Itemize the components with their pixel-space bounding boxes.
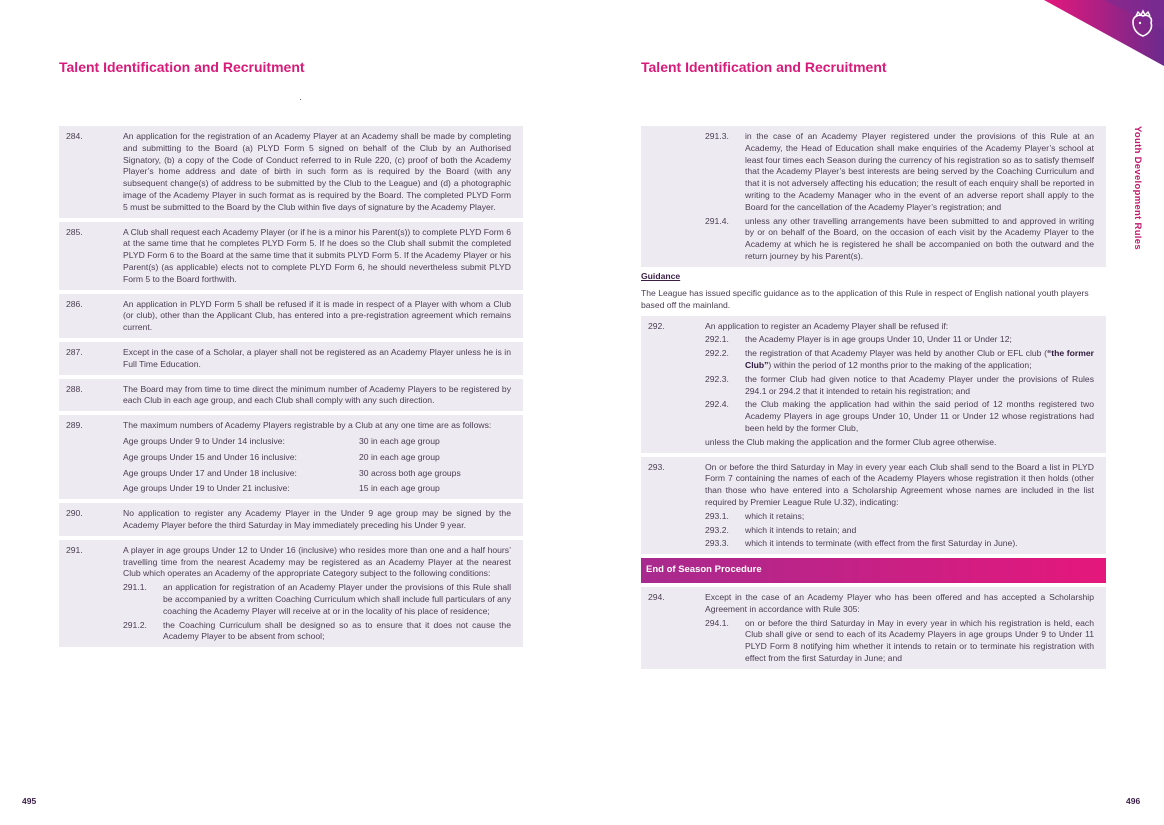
- rule-closing-text: unless the Club making the application and the former Club agree otherwise.: [705, 436, 997, 447]
- rule-text: Except in the case of an Academy Player who has been offered and has accepted a Scholarship Agreement in accordance with Rule 305:: [705, 591, 1094, 614]
- sub-rule-number: 291.1.: [123, 582, 147, 593]
- age-limit: 15 in each age group: [359, 483, 440, 494]
- rule-number: 285.: [66, 226, 83, 237]
- left-column: [59, 126, 523, 651]
- sub-rule: [705, 374, 1094, 398]
- rule-body: [705, 131, 1094, 263]
- rule-287: [59, 342, 523, 375]
- sub-rule-text: which it intends to terminate (with effect from the first Saturday in June).: [745, 538, 1018, 549]
- sub-rule-number: 291.4.: [705, 215, 729, 226]
- sub-rule-text: the Academy Player is in age groups Under 10, Under 11 or Under 12;: [745, 334, 1012, 345]
- sub-rule: [705, 131, 1094, 214]
- sub-rule-number: 291.2.: [123, 619, 147, 630]
- sub-rule: [123, 620, 511, 644]
- rule-number-empty: [648, 131, 705, 263]
- rule-body: [123, 545, 511, 643]
- sub-rule-text: the former Club had given notice to that Academy Player under the provisions of Rules 294.1 or 294.2 that it intended to retain his registration; and: [745, 373, 1094, 396]
- rule-text: A player in age groups Under 12 to Under 16 (inclusive) who resides more than one and a half hours’ travelling time from the nearest Academy may be registered as an Academy Player at the nearest Club which operates an Academy of the appropriate Category subject to the following conditions:: [123, 544, 511, 579]
- rule-number: 293.: [648, 461, 665, 472]
- age-limit-row: [123, 483, 511, 495]
- right-column: [641, 126, 1106, 673]
- age-limit: 30 in each age group: [359, 435, 440, 446]
- rule-body: [705, 592, 1094, 665]
- rule-number: 291.: [66, 544, 83, 555]
- sub-rule-number: 292.4.: [705, 399, 729, 410]
- sub-rule: [705, 348, 1094, 372]
- rule-288: [59, 379, 523, 412]
- rule-text: No application to register any Academy Player in the Under 9 age group may be signed by the Academy Player before the third Saturday in May immediately preceding his Under 9 year.: [123, 508, 511, 530]
- sub-rule: [705, 511, 1094, 523]
- sub-rule-text: the Club making the application had within the said period of 12 months registered two Academy Players in age groups Under 10, Under 11 or Under 12 whose registrations had been held by the former Club,: [745, 399, 1094, 433]
- sub-rule: [705, 399, 1094, 434]
- rule-text: The Board may from time to time direct the minimum number of Academy Players to be registered by each Club in each age group, and each Club shall comply with any such direction.: [123, 383, 511, 406]
- stray-dot: [300, 99, 301, 100]
- rule-body: [123, 420, 511, 495]
- rule-text: A Club shall request each Academy Player (or if he is a minor his Parent(s)) to complete PLYD Form 6 at the same time that he completes PLYD Form 5. If he does so the Club shall submit the completed PLYD Form 6 to the Board at the same time that it submits PLYD Form 5. If the Academy Player or his Parent(s) (as applicable) elects not to complete PLYD Form 6, he should nevertheless submit PLYD Form 5 to the Board forthwith.: [123, 226, 511, 284]
- age-group: Age groups Under 9 to Under 14 inclusive:: [123, 435, 285, 446]
- sub-rule-number: 292.3.: [705, 373, 729, 384]
- guidance-text: The League has issued specific guidance as to the application of this Rule in respect of English national youth players based off the mainland.: [641, 287, 1089, 311]
- age-limit-row: [123, 436, 511, 448]
- rule-number: 284.: [66, 131, 83, 141]
- page-number-left: 495: [22, 796, 37, 806]
- page-title-left: Talent Identification and Recruitment: [59, 59, 305, 75]
- sub-rule-text: an application for registration of an Academy Player under the provisions of this Rule shall be accompanied by a written Coaching Curriculum which shall include full particulars of any coaching the Academy Player will receive at or in the locality of his place of residence;: [163, 582, 511, 616]
- sub-rule: [705, 618, 1094, 665]
- sub-rule-number: 293.3.: [705, 538, 729, 549]
- side-tab-label: Youth Development Rules: [1132, 126, 1143, 250]
- sub-rule: [123, 582, 511, 617]
- sub-rule-text: which it intends to retain; and: [745, 524, 857, 535]
- sub-rule-text-post: ) within the period of 12 months prior to the making of the application;: [768, 359, 1032, 370]
- rule-number: 292.: [648, 320, 665, 331]
- sub-rule: [705, 538, 1094, 550]
- rule-text: On or before the third Saturday in May in every year each Club shall send to the Board a list in PLYD Form 7 containing the names of each of the Academy Players whose registration it then holds (other than those who have entered into a Scholarship Agreement whose names are included in the list required by Premier League Rule U.32), indicating:: [705, 461, 1094, 507]
- rule-294: [641, 587, 1106, 669]
- rule-285: [59, 222, 523, 290]
- sub-rule: [705, 334, 1094, 346]
- sub-rule: [705, 216, 1094, 263]
- rule-number: 288.: [66, 383, 83, 394]
- sub-rule-number: 292.2.: [705, 348, 729, 359]
- age-group: Age groups Under 19 to Under 21 inclusive:: [123, 483, 290, 494]
- sub-rule: [705, 525, 1094, 537]
- rule-293: [641, 457, 1106, 555]
- age-limit: 30 across both age groups: [359, 467, 461, 478]
- page-title-right: Talent Identification and Recruitment: [641, 59, 887, 75]
- rule-284: [59, 126, 523, 218]
- rule-number: 289.: [66, 420, 83, 431]
- rule-text: The maximum numbers of Academy Players registrable by a Club at any one time are as follows:: [123, 420, 492, 431]
- rule-292: [641, 316, 1106, 453]
- sub-rule-text: the Coaching Curriculum shall be designed so as to ensure that it does not cause the Academy Player to be absent from school;: [163, 619, 511, 642]
- rule-number: 286.: [66, 298, 83, 309]
- sub-rule-text: on or before the third Saturday in May in every year in which his registration is held, each Club shall give or send to each of its Academy Players in age groups Under 9 to Under 11 PLYD Form 8 notifying him whether it intends to retain or to terminate his registration with effect from the first Saturday in June; and: [745, 617, 1094, 663]
- rule-290: [59, 503, 523, 536]
- guidance-note: [641, 271, 1106, 312]
- sub-rule-text: in the case of an Academy Player registered under the provisions of this Rule at an Academy, the Head of Education shall make enquiries of the Academy Player’s school at least four times each Season during the currency of his registration so as to satisfy themself that the Academy Player’s best interests are being served by the Coaching Curriculum and that it is not adversely affecting his education; the result of each enquiry shall be reported in writing to the Academy Manager who in the event of an adverse report shall apply to the Board for the cancellation of the Academy Player’s registration; and: [745, 131, 1094, 212]
- rule-text: An application to register an Academy Player shall be refused if:: [705, 320, 949, 331]
- rule-text: An application for the registration of an Academy Player at an Academy shall be made by completing and submitting to the Board (a) PLYD Form 5 signed on behalf of the Club by an Authorised Signatory, (b) a copy of the Code of Conduct referred to in Rule 220, (c) proof of both the Academy Player’s home address and date of birth in such form as is required by the Board (with any subsequent change(s) of address to be submitted by the Club to the League) and (d) a photographic image of the Academy Player in such format as is required by the Board. The completed PLYD Form 5 must be submitted to the Board by the Club within five days of signature by the Academy Player.: [123, 131, 511, 212]
- rule-number: 290.: [66, 508, 83, 519]
- sub-rule-text-pre: the registration of that Academy Player was held by another Club or EFL club (: [745, 348, 1047, 359]
- age-group: Age groups Under 15 and Under 16 inclusive:: [123, 451, 297, 462]
- rule-number: 294.: [648, 591, 665, 602]
- sub-rule-text: which it retains;: [745, 510, 805, 521]
- section-heading-end-of-season: End of Season Procedure: [641, 558, 1106, 583]
- page-number-right: 496: [1126, 796, 1141, 806]
- age-limit-row: [123, 468, 511, 480]
- rule-291: [59, 540, 523, 647]
- sub-rule-text: [745, 348, 1094, 372]
- age-limit: 20 in each age group: [359, 451, 440, 462]
- age-limit-row: [123, 452, 511, 464]
- rule-body: [705, 462, 1094, 551]
- sub-rule-number: 291.3.: [705, 131, 729, 141]
- age-group: Age groups Under 17 and Under 18 inclusive:: [123, 467, 297, 478]
- rule-286: [59, 294, 523, 338]
- rule-289: [59, 415, 523, 499]
- guidance-heading: Guidance: [641, 270, 681, 281]
- corner-decoration: [904, 0, 1164, 70]
- rule-text: Except in the case of a Scholar, a player shall not be registered as an Academy Player unless he is in Full Time Education.: [123, 346, 511, 369]
- sub-rule-text: unless any other travelling arrangements have been submitted to and approved in writing by or on behalf of the Board, on the occasion of each visit by the Academy Player to the Academy at which he is registered he shall be accompanied on both the outward and the return journey by his Parent(s).: [745, 215, 1094, 261]
- defined-term: “the former Club”: [745, 348, 1094, 370]
- rule-291-continued: [641, 126, 1106, 267]
- rule-body: [705, 321, 1094, 449]
- rule-number: 287.: [66, 346, 83, 357]
- sub-rule-number: 293.1.: [705, 510, 729, 521]
- rule-text: An application in PLYD Form 5 shall be refused if it is made in respect of a Player with whom a Club (or club), other than the Applicant Club, has entered into a pre-registration agreement which remains current.: [123, 298, 511, 333]
- sub-rule-number: 294.1.: [705, 617, 729, 628]
- sub-rule-number: 292.1.: [705, 334, 729, 345]
- sub-rule-number: 293.2.: [705, 524, 729, 535]
